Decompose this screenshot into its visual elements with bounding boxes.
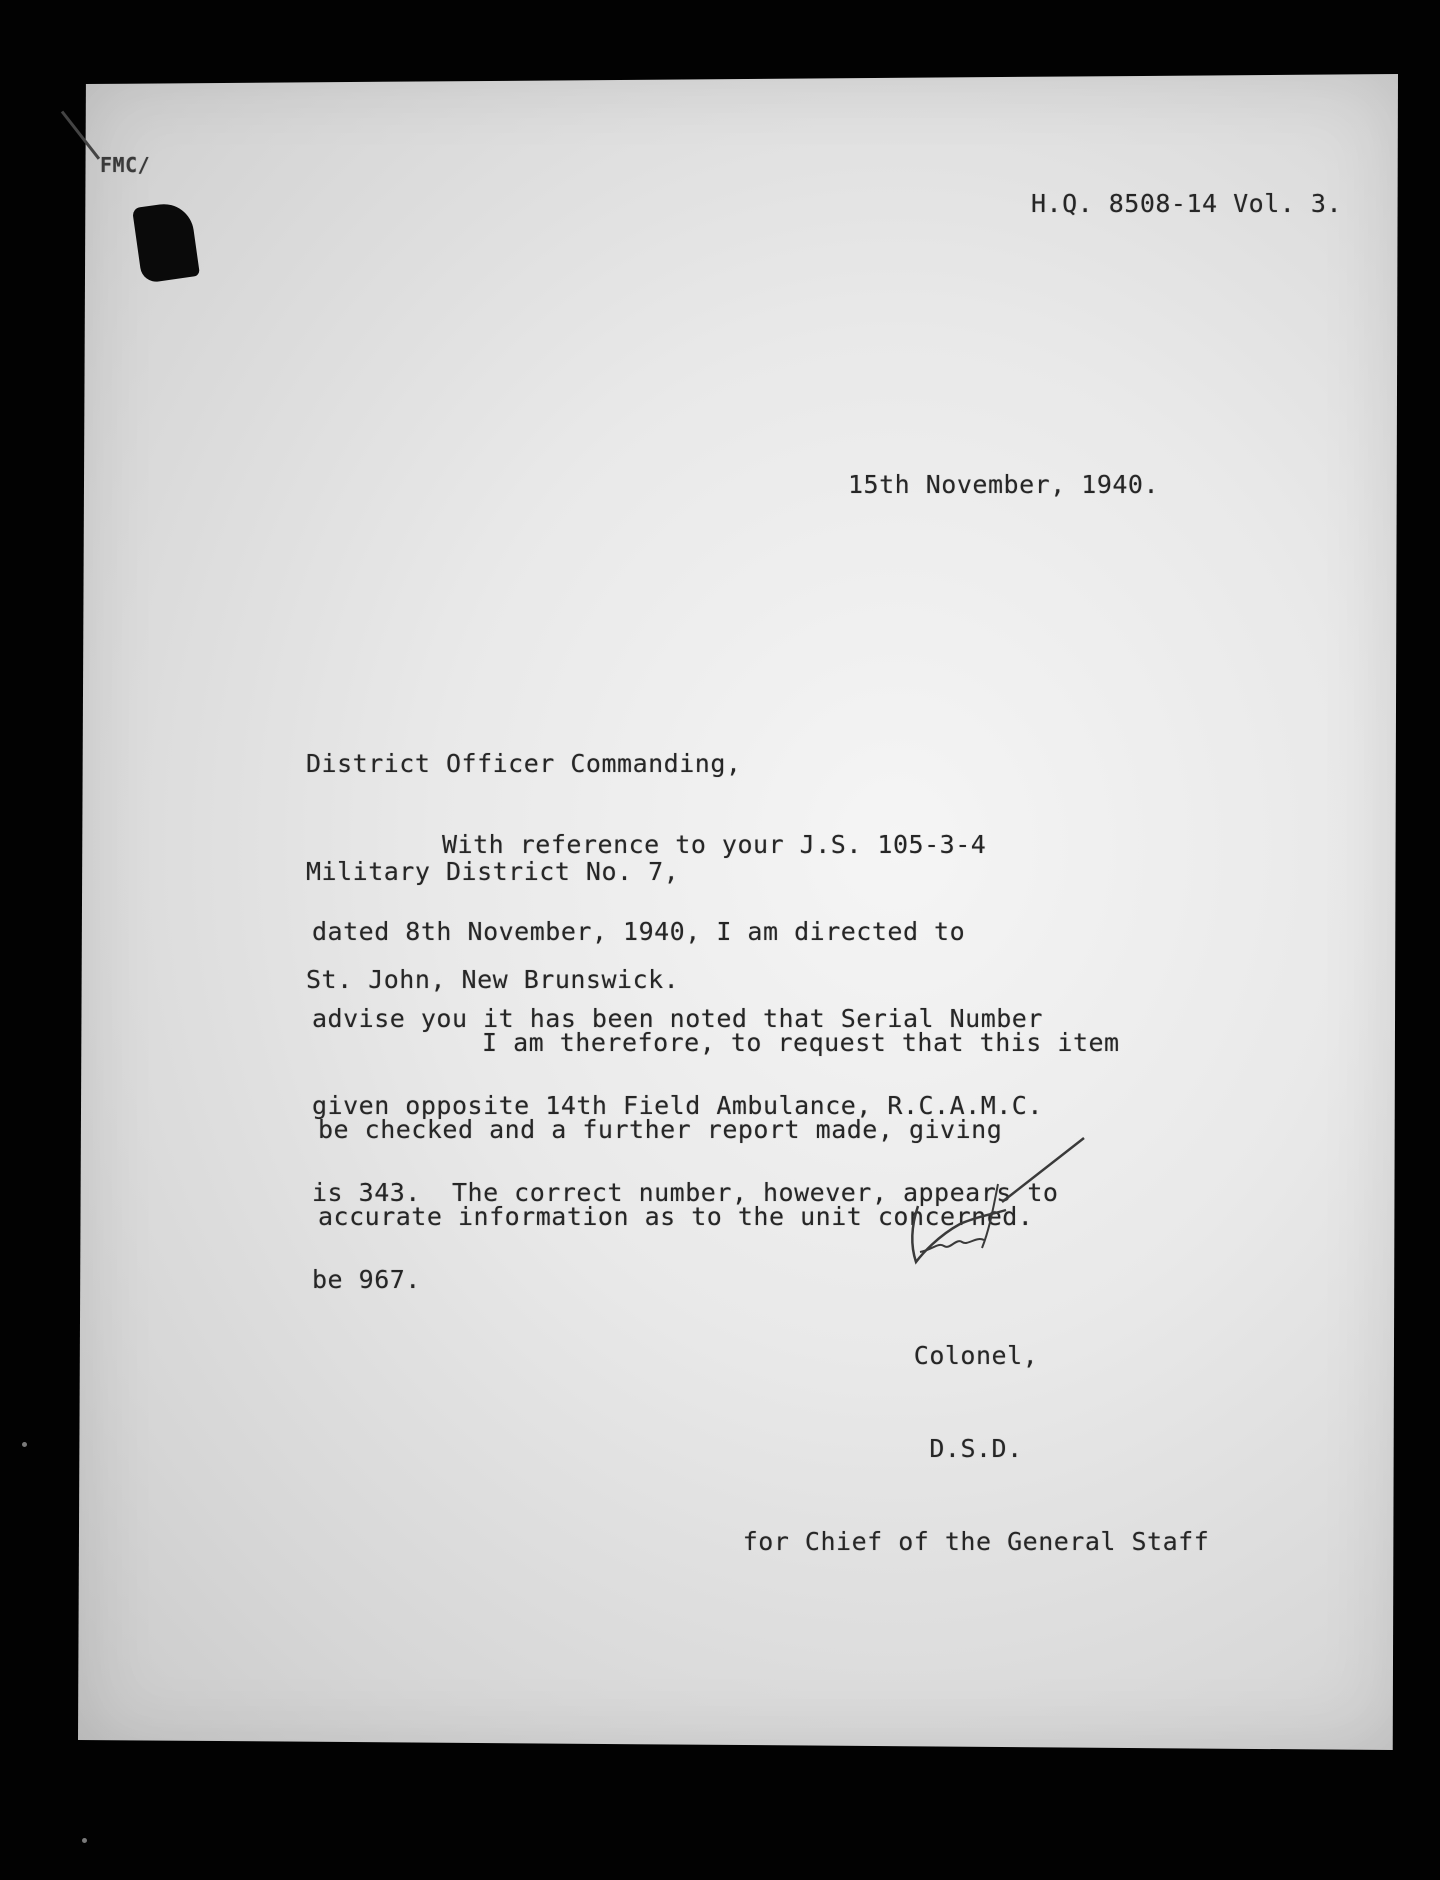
paragraph-line: With reference to your J.S. 105-3-4 — [442, 830, 987, 859]
film-speck — [22, 1442, 27, 1447]
signature-block — [716, 1278, 1236, 1619]
paragraph-line: dated 8th November, 1940, I am directed to — [312, 917, 966, 946]
paragraph-line: given opposite 14th Field Ambulance, R.C.A.M.C. — [312, 1091, 1043, 1120]
paragraph-line: advise you it has been noted that Serial Number — [312, 1004, 1043, 1033]
handwritten-signature — [898, 1124, 1088, 1284]
typist-initials: FMC/ — [100, 153, 151, 177]
letter-date: 15th November, 1940. — [848, 470, 1160, 499]
addressee-line: St. John, New Brunswick. — [306, 965, 680, 994]
addressee-line: Military District No. 7, — [306, 857, 680, 886]
file-reference: H.Q. 8508-14 Vol. 3. — [1030, 189, 1342, 218]
signature-line: D.S.D. — [929, 1434, 1023, 1463]
paragraph-line: be checked and a further report made, giving — [318, 1115, 1003, 1144]
signature-line: for Chief of the General Staff — [742, 1527, 1210, 1556]
paragraph-line: is 343. The correct number, however, appears to — [312, 1178, 1059, 1207]
film-speck — [82, 1838, 87, 1843]
paragraph-line: I am therefore, to request that this item — [482, 1028, 1120, 1057]
addressee-line: District Officer Commanding, — [306, 749, 742, 778]
paragraph-line: accurate information as to the unit concerned. — [318, 1202, 1034, 1231]
paragraph-line: be 967. — [312, 1265, 421, 1294]
signature-line: Colonel, — [913, 1341, 1039, 1370]
